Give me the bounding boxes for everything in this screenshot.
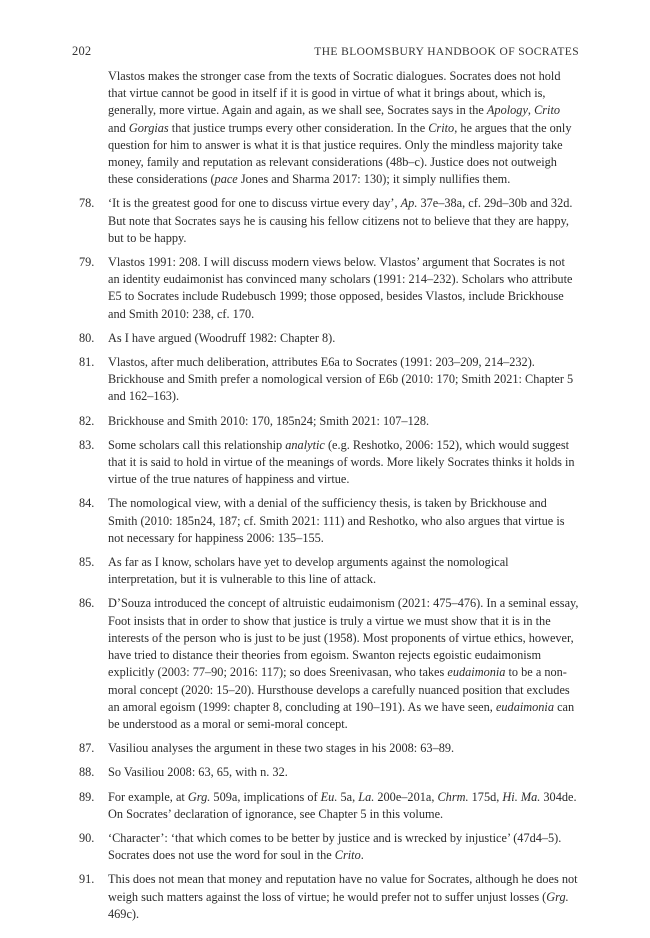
endnote-number: 85. [79,555,95,570]
endnote-item [79,871,579,923]
endnote-item [79,740,579,757]
text-segment: For example, at [108,789,188,804]
endnote-text [108,764,579,781]
page-number: 202 [72,44,92,58]
text-segment: So Vasiliou 2008: 63, 65, with n. 32. [108,765,288,780]
text-segment: 509a, implications of [210,789,321,804]
text-segment: to be a non-moral concept (2020: 15–20). Hursthouse develops a carefully nuanced position that excludes an amoral egoism (1999: chapter 8, concluding at 190–191). As we have seen, [108,665,570,714]
endnote-number: 83. [79,437,95,452]
italic-text-segment: La. [358,789,375,804]
endnote-item [79,195,579,247]
text-segment: As far as I know, scholars have yet to develop arguments against the nomological interpretation, but it is vulnerable to this line of attack. [108,555,509,587]
text-segment: Jones and Sharma 2017: 130); it simply nullifies them. [237,172,511,187]
endnote-number: 84. [79,496,95,511]
endnote-text [108,554,579,588]
endnote-item [79,413,579,430]
endnote-number: 91. [79,872,95,887]
text-segment: 175d, [468,789,503,804]
endnote-text [108,495,579,547]
text-segment: 5a, [337,789,359,804]
endnote-number: 81. [79,355,95,370]
italic-text-segment: Grg. [546,889,569,904]
page-header [72,44,579,59]
endnote-text [108,437,579,489]
text-segment: ‘Character’: ‘that which comes to be better by justice and is wrecked by injustice’ (47d4–5). Socrates does not use the word for soul in the [108,830,562,863]
endnote-text [108,830,579,864]
endnote-item [79,354,579,406]
endnote-item [79,254,579,323]
text-segment: As I have argued (Woodruff 1982: Chapter 8). [108,330,336,345]
endnote-text [108,330,579,347]
endnote-number: 90. [79,830,95,845]
italic-text-segment: Grg. [187,789,211,804]
endnote-item [79,554,579,588]
italic-text-segment: Chrm. [437,789,469,804]
endnote-text [108,254,579,323]
text-segment: Brickhouse and Smith 2010: 170, 185n24; Smith 2021: 107–128. [108,413,430,428]
text-segment: can be understood as a moral or semi-moral concept. [108,699,575,731]
endnote-item [79,789,579,823]
text-segment: , [527,103,535,118]
endnote-item [79,764,579,781]
text-segment: ‘It is the greatest good for one to discuss virtue every day’, [108,196,401,211]
endnote-number: 80. [79,330,95,345]
text-segment: 304de. On Socrates’ declaration of ignorance, see Chapter 5 in this volume. [108,789,577,821]
italic-text-segment: Hi. Ma. [502,789,541,804]
italic-text-segment: eudaimonia [447,665,506,680]
endnote-number: 89. [79,789,95,804]
text-segment: Vasiliou analyses the argument in these two stages in his 2008: 63–89. [108,741,455,756]
endnote-item [79,437,579,489]
continued-note-paragraph [108,68,579,188]
endnote-number: 88. [79,765,95,780]
text-segment: that justice trumps every other consideration. In the [168,120,429,135]
italic-text-segment: Gorgias [128,120,169,135]
endnote-text [108,789,579,823]
running-title: THE BLOOMSBURY HANDBOOK OF SOCRATES [314,46,579,58]
italic-text-segment: Apology [486,103,528,118]
text-segment: 37e–38a, cf. 29d–30b and 32d. But note that Socrates says he is causing his fellow citizens not to believe that they are happy, but to be happy. [108,196,573,245]
endnote-text [108,354,579,406]
endnote-item [79,830,579,864]
text-segment: Vlastos 1991: 208. I will discuss modern views below. Vlastos’ argument that Socrates is not an identity eudaimonist has convinced many scholars (1991: 214–232). Scholars who attribute E5 to Socrates include Rudebusch 1999; those opposed, besides Vlastos, include Brickhouse and Smith 2010: 238, cf. 170. [108,255,573,321]
italic-text-segment: pace [214,172,238,187]
text-segment: D’Souza introduced the concept of altruistic eudaimonism (2021: 475–476). In a seminal essay, Foot insists that in order to show that justice is truly a virtue we must show that it is in the interests of the person who is just to be just (1958). Most proponents of virtue ethics, however, have tried to distance their theories from egoism. Swanton rejects egoistic eudaimonism explicitly (2003: 77–90; 2016: 117); so does Sreenivasan, who takes [108,596,579,680]
endnote-number: 79. [79,255,95,270]
endnote-item [79,595,579,733]
text-segment: The nomological view, with a denial of the sufficiency thesis, is taken by Brickhouse and Smith (2010: 185n24, 187; cf. Smith 2021: 111) and Reshotko, who also argues that virtue is not necessary for happiness 2006: 135–155. [108,496,565,545]
endnote-number: 82. [79,413,95,428]
endnotes-list [79,195,579,923]
endnotes-body [79,68,579,930]
endnote-number: 78. [79,196,95,211]
endnote-number: 87. [79,741,95,756]
text-segment: Vlastos makes the stronger case from the texts of Socratic dialogues. Socrates does not hold that virtue cannot be good in itself if it is good in virtue of what it brings about, which is, generally, more virtue. Again and again, as we shall see, Socrates says in the [108,69,561,118]
text-segment: , he argues that the only question for him to answer is what it is that justice requires. Only the mindless majority take money, family and reputation as relevant considerations (48b–c). Justice does not outweigh these considerations ( [108,120,572,187]
text-segment: This does not mean that money and reputation have no value for Socrates, although he does not weigh such matters against the loss of virtue; he would prefer not to suffer unjust losses ( [108,872,578,904]
italic-text-segment: Ap. [400,196,418,211]
italic-text-segment: eudaimonia [495,699,554,714]
text-segment: 469c). [108,906,140,921]
endnote-text [108,195,579,247]
endnote-item [79,495,579,547]
text-segment: and [108,120,129,135]
text-segment: Some scholars call this relationship [108,437,286,452]
endnote-text [108,595,579,733]
text-segment: Vlastos, after much deliberation, attributes E6a to Socrates (1991: 203–209, 214–232). Brickhouse and Smith prefer a nomological version of E6b (2010: 170; Smith 2021: Chapter 5 and 162–163). [108,355,574,404]
text-segment: . [360,848,364,863]
italic-text-segment: analytic [285,437,325,452]
italic-text-segment: Crito [334,848,361,863]
italic-text-segment: Crito [534,103,561,118]
italic-text-segment: Crito [428,120,455,135]
endnote-text [108,871,579,923]
text-segment: (e.g. Reshotko, 2006: 152), which would suggest that it is said to hold in virtue of the meanings of words. More likely Socrates thinks it holds in virtue of the true natures of happiness and virtue. [108,437,575,487]
endnote-text [108,740,579,757]
text-segment: 200e–201a, [374,789,438,804]
italic-text-segment: Eu. [320,789,338,804]
endnote-text [108,413,579,430]
endnote-number: 86. [79,596,95,611]
endnote-item [79,330,579,347]
